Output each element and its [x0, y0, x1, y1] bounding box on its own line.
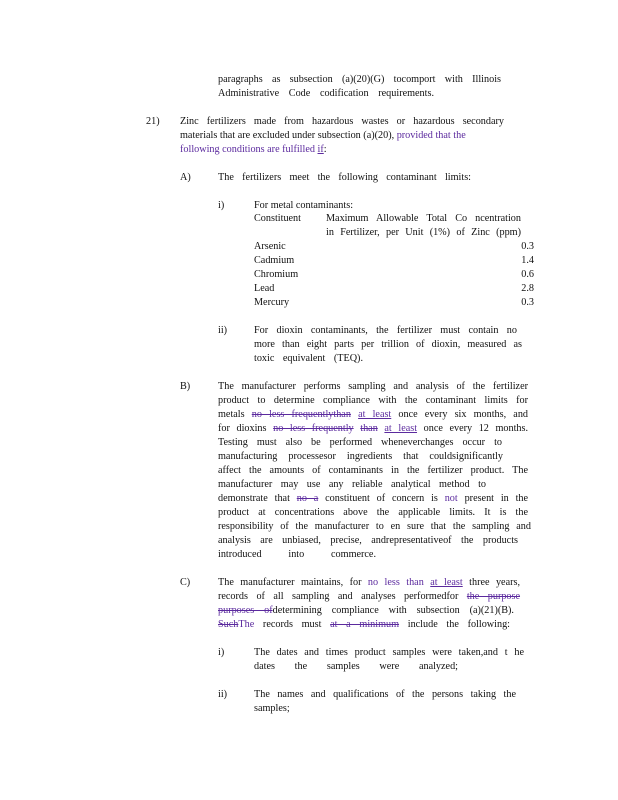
item-C-ii-line-1: The names and qualifications of the persons taking the	[254, 689, 516, 700]
continuation-line-2: Administrative Code codification requirements.	[218, 88, 434, 99]
item-C-line-2	[218, 590, 520, 604]
deleted-text: purposes of	[218, 605, 273, 616]
item-C-ii-line-2: samples;	[254, 703, 290, 714]
item-21-text: materials that are excluded under subsection (a)(20),	[180, 130, 395, 141]
deleted-text: no less frequentlythan	[251, 409, 351, 420]
text: once every 12 months.	[423, 423, 529, 434]
item-C-i-line-2: dates the samples were analyzed;	[254, 661, 458, 672]
item-B-line-3	[218, 408, 528, 422]
text: The manufacturer maintains, for	[218, 577, 362, 588]
table-row	[254, 296, 534, 310]
deleted-text: no less frequently	[273, 423, 354, 434]
constituent-name: Lead	[254, 283, 275, 294]
text: once every six months, and	[398, 409, 529, 420]
constituent-name: Arsenic	[254, 241, 286, 252]
inserted-text: The	[238, 619, 255, 630]
item-C-line-4	[218, 618, 510, 632]
constituent-value: 0.3	[521, 241, 534, 252]
item-B-line-9	[218, 492, 528, 506]
inserted-text: at least	[384, 423, 418, 434]
constituent-name: Mercury	[254, 297, 290, 308]
colon: :	[323, 144, 327, 155]
text: three years,	[469, 577, 520, 588]
inserted-text: following conditions are fulfilled	[180, 144, 315, 155]
table-row	[254, 282, 534, 296]
item-B-line-7: affect the amounts of contaminants in the fertilizer product. The	[218, 465, 528, 476]
deleted-text: the purpose	[466, 591, 521, 602]
continuation-line-1: paragraphs as subsection (a)(20)(G) tocomport with Illinois	[218, 74, 501, 85]
deleted-text: no a	[296, 493, 319, 504]
item-B-line-1: The manufacturer performs sampling and analysis of the fertilizer	[218, 381, 528, 392]
inserted-text: at least	[358, 409, 392, 420]
table-row	[254, 240, 534, 254]
deleted-text: Such	[218, 619, 239, 630]
item-C-ii-label: ii)	[218, 689, 228, 700]
item-21-line-2	[180, 129, 466, 143]
text: for dioxins	[218, 423, 267, 434]
inserted-text: if	[317, 144, 324, 155]
item-A-i-line-1: For metal contaminants:	[254, 200, 354, 211]
deleted-text: than	[360, 423, 378, 434]
constituent-value: 0.6	[521, 269, 534, 280]
item-A-ii-line-1: For dioxin contaminants, the fertilizer must contain no	[254, 325, 517, 336]
item-21-line-3	[180, 143, 327, 157]
item-B-line-12: analysis are unbiased, precise, andrepresentativeof the products	[218, 535, 518, 546]
constituent-name: Chromium	[254, 269, 299, 280]
constituent-value: 2.8	[521, 283, 534, 294]
item-C-i-line-1: The dates and times product samples were taken,and t he	[254, 647, 524, 658]
item-B-line-13: introduced into commerce.	[218, 549, 376, 560]
item-A-label: A)	[180, 172, 191, 183]
deleted-text: no less than	[367, 577, 424, 588]
deleted-text: at a minimum	[330, 619, 400, 630]
inserted-text: provided that the	[396, 130, 466, 141]
item-A-ii-line-2: more than eight parts per trillion of dioxin, measured as	[254, 339, 522, 350]
table-row	[254, 268, 534, 282]
text: present in the	[464, 493, 529, 504]
text: records of all sampling and analyses performedfor	[218, 591, 459, 602]
item-A-text: The fertilizers meet the following contaminant limits:	[218, 172, 471, 183]
item-C-line-3	[218, 604, 514, 618]
table-header-constituent: Constituent	[254, 213, 301, 224]
item-B-label: B)	[180, 381, 191, 392]
text: include the following:	[407, 619, 511, 630]
item-B-line-10: product at concentrations above the applicable limits. It is the	[218, 507, 528, 518]
item-C-label: C)	[180, 577, 191, 588]
constituent-value: 0.3	[521, 297, 534, 308]
text: determining compliance with subsection (a)(21)(B).	[272, 605, 514, 616]
text: constituent of concern is	[325, 493, 438, 504]
table-row	[254, 254, 534, 268]
item-C-i-label: i)	[218, 647, 225, 658]
constituent-value: 1.4	[521, 255, 534, 266]
text: demonstrate that	[218, 493, 290, 504]
inserted-text: not	[444, 493, 458, 504]
item-A-i-label: i)	[218, 200, 225, 211]
table-header-concentration-1: Maximum Allowable Total Co ncentration	[326, 213, 521, 224]
item-B-line-8: manufacturer may use any reliable analytical method to	[218, 479, 486, 490]
item-21-number: 21)	[146, 116, 160, 127]
item-B-line-11: responsibility of the manufacturer to en sure that the sampling and	[218, 521, 531, 532]
constituent-name: Cadmium	[254, 255, 295, 266]
item-21-line-1: Zinc fertilizers made from hazardous wastes or hazardous secondary	[180, 116, 504, 127]
item-C-line-1	[218, 576, 520, 590]
item-B-line-5: Testing must also be performed wheneverchanges occur to	[218, 437, 502, 448]
inserted-text: at least	[430, 577, 463, 588]
item-B-line-2: product to determine compliance with the contaminant limits for	[218, 395, 528, 406]
item-B-line-4	[218, 422, 528, 436]
text: records must	[262, 619, 322, 630]
text: metals	[218, 409, 245, 420]
item-A-ii-line-3: toxic equivalent (TEQ).	[254, 353, 363, 364]
item-B-line-6: manufacturing processesor ingredients that couldsignificantly	[218, 451, 503, 462]
item-A-ii-label: ii)	[218, 325, 228, 336]
table-header-concentration-2: in Fertilizer, per Unit (1%) of Zinc (ppm)	[326, 227, 521, 238]
